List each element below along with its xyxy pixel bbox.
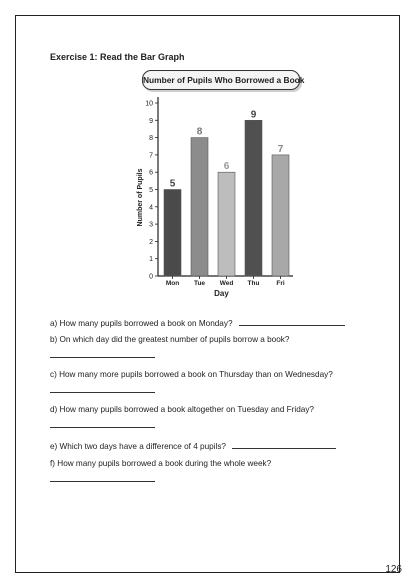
bar: [218, 172, 235, 276]
answer-line-f[interactable]: [50, 480, 155, 482]
question-f-text: f) How many pupils borrowed a book during the whole week?: [50, 459, 272, 468]
bar-value-label: 7: [277, 143, 284, 155]
bar-value-label: 5: [169, 178, 176, 190]
y-tick-label: 6: [149, 169, 153, 177]
y-axis-label: Number of Pupils: [137, 168, 144, 227]
page-number: 126: [385, 564, 402, 575]
x-tick-label: Fri: [276, 280, 285, 287]
question-e-text: e) Which two days have a difference of 4 pupils?: [50, 442, 226, 451]
y-tick-label: 3: [149, 221, 153, 229]
x-tick-label: Thu: [247, 280, 260, 287]
question-d-text: d) How many pupils borrowed a book altogether on Tuesday and Friday?: [50, 405, 314, 414]
answer-line-e[interactable]: [232, 440, 336, 449]
chart-svg: [130, 68, 310, 300]
answer-line-a[interactable]: [239, 317, 345, 326]
bar: [164, 190, 181, 277]
y-tick-label: 5: [149, 187, 153, 194]
bar: [191, 138, 208, 276]
x-axis-label: Day: [214, 289, 229, 298]
exercise-title: Exercise 1: Read the Bar Graph: [50, 52, 185, 62]
y-tick-label: 4: [149, 204, 153, 212]
answer-line-d[interactable]: [50, 426, 155, 428]
chart-title: Number of Pupils Who Borrowed a Book: [142, 70, 300, 90]
question-b: [50, 335, 289, 344]
bar-value-label: 8: [196, 126, 203, 138]
x-tick-label: Tue: [193, 280, 206, 287]
y-tick-label: 7: [149, 152, 153, 160]
answer-line-c[interactable]: [50, 391, 155, 393]
question-d: [50, 405, 314, 414]
x-tick-label: Wed: [219, 280, 234, 287]
y-tick-label: 0: [149, 273, 153, 281]
bar-value-label: 9: [250, 109, 257, 121]
y-tick-label: 8: [149, 135, 153, 143]
question-a-text: a) How many pupils borrowed a book on Monday?: [50, 319, 233, 328]
x-tick-label: Mon: [165, 280, 180, 287]
question-a: [50, 317, 345, 328]
bar: [245, 120, 262, 276]
question-f: [50, 459, 271, 468]
y-tick-label: 1: [149, 256, 153, 264]
question-c-text: c) How many more pupils borrowed a book on Thursday than on Wednesday?: [50, 370, 333, 379]
y-tick-label: 9: [149, 117, 153, 125]
bar: [272, 155, 289, 276]
question-c: [50, 370, 333, 379]
y-tick-label: 10: [145, 100, 153, 108]
question-e: [50, 440, 336, 451]
y-tick-label: 2: [149, 238, 153, 246]
bar-value-label: 6: [223, 161, 230, 173]
answer-line-b[interactable]: [50, 356, 155, 358]
bar-chart: [130, 68, 310, 300]
question-b-text: b) On which day did the greatest number of pupils borrow a book?: [50, 335, 290, 344]
